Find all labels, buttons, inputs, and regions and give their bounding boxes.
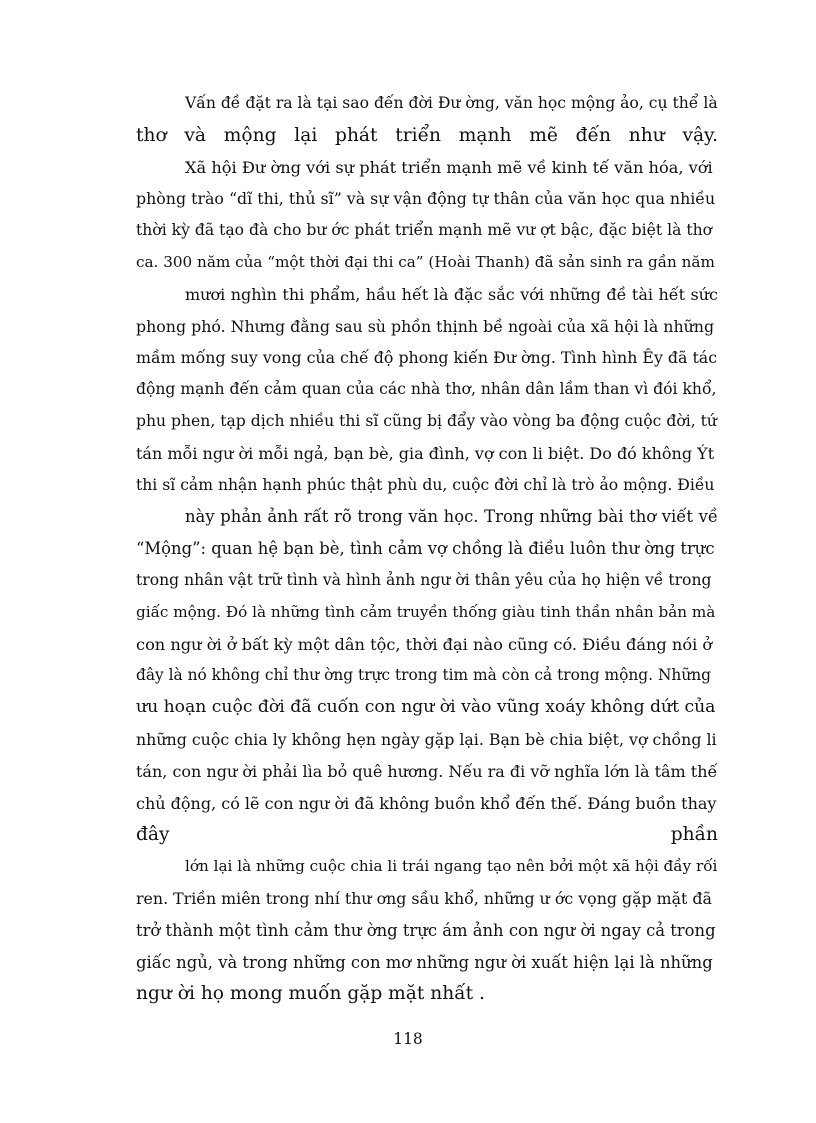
text-line: trở thành một tình cảm thư ờng trực ám ảnh con ngư ời ngay cả trong (136, 920, 716, 940)
text-line: tán, con ngư ời phải lìa bỏ quê hương. Nếu ra đi vỡ nghĩa lớn là tâm thế (136, 761, 718, 781)
text-line: ca. 300 năm của “một thời đại thi ca” (Hoài Thanh) đã sản sinh ra gần năm (136, 252, 715, 271)
text-line: đây là nó không chỉ thư ờng trực trong tim mà còn cả trong mộng. Những (136, 666, 711, 685)
text-line: trong nhân vật trữ tình và hình ảnh ngư ời thân yêu của họ hiện về trong (136, 570, 712, 589)
text-line: Vấn đề đặt ra là tại sao đến đời Đư ờng, văn học mộng ảo, cụ thể là (185, 94, 718, 112)
text-line: ren. Triền miên trong nhí thư ơng sầu khổ, những ư ớc vọng gặp mặt đã (136, 888, 712, 908)
text-line: thơ và mộng lại phát triển mạnh mẽ đến như vậy. (136, 124, 718, 146)
text-line: động mạnh đến cảm quan của các nhà thơ, nhân dân lầm than vì đói khổ, (136, 380, 717, 399)
text-line: lớn lại là những cuộc chia li trái ngang tạo nên bởi một xã hội đầy rối (185, 857, 718, 876)
text-line: phòng trào “dĩ thi, thủ sĩ” và sự vận động tự thân của văn học qua nhiều (136, 189, 716, 209)
text-line: mầm mống suy vong của chế độ phong kiến Đư ờng. Tình hình Êy đã tác (136, 348, 718, 368)
text-line: giấc mộng. Đó là những tình cảm truyền thống giàu tinh thần nhân bản mà (136, 602, 716, 621)
page-number: 118 (393, 1030, 423, 1048)
text-line: đây phần (136, 824, 718, 846)
text-line: Xã hội Đư ờng với sự phát triển mạnh mẽ về kinh tế văn hóa, với (185, 157, 713, 177)
text-line: phong phó. Nhưng đằng sau sù phồn thịnh bề ngoài của xã hội là những (136, 316, 715, 336)
text-line: thời kỳ đã tạo đà cho bư ớc phát triển mạnh mẽ vư ợt bậc, đặc biệt là thơ (136, 221, 713, 240)
text-line: thi sĩ cảm nhận hạnh phúc thật phù du, cuộc đời chỉ là trò ảo mộng. Điều (136, 475, 715, 494)
text-line: tán mỗi ngư ời mỗi ngả, bạn bè, gia đình, vợ con li biệt. Do đó không Ýt (136, 443, 715, 463)
text-line: phu phen, tạp dịch nhiều thi sĩ cũng bị đẩy vào vòng ba động cuộc đời, tứ (136, 411, 717, 430)
text-line: mươi nghìn thi phẩm, hầu hết là đặc sắc với những đề tài hết sức (185, 284, 718, 304)
text-line: giấc ngủ, và trong những con mơ những ngư ời xuất hiện lại là những (136, 952, 713, 972)
text-line: ngư ời họ mong muốn gặp mặt nhất . (136, 983, 485, 1005)
text-line: này phản ảnh rất rõ trong văn học. Trong những bài thơ viết về (185, 507, 718, 527)
text-line: những cuộc chia ly không hẹn ngày gặp lại. Bạn bè chia biệt, vợ chồng li (136, 729, 717, 749)
text-line: “Mộng”: quan hệ bạn bè, tình cảm vợ chồng là điều luôn thư ờng trực (136, 539, 715, 559)
body-text (136, 88, 718, 1010)
text-line: con ngư ời ở bất kỳ một dân tộc, thời đại nào cũng có. Điều đáng nói ở (136, 634, 713, 654)
text-line: chủ động, có lẽ con ngư ời đã không buồn khổ đến thế. Đáng buồn thay (136, 793, 717, 813)
text-line: ưu hoạn cuộc đời đã cuốn con ngư ời vào vũng xoáy không dứt của (136, 697, 716, 718)
